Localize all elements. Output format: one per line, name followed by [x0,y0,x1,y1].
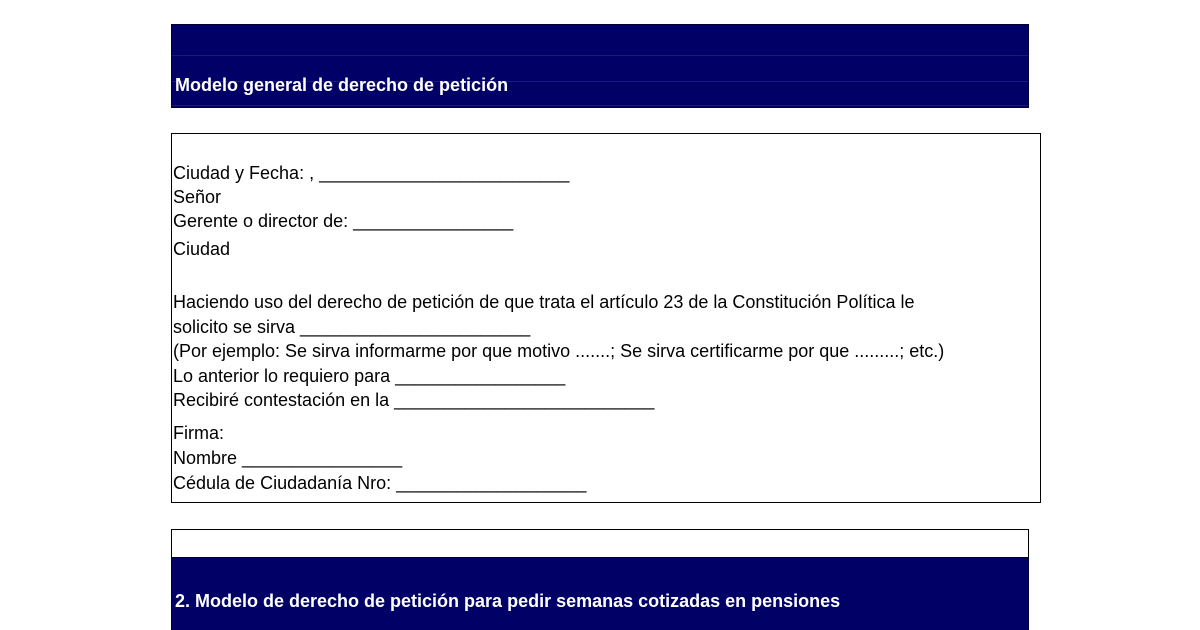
recipient-line: Gerente o director de: ________________ [173,211,514,231]
salutation-line: Señor [173,187,222,207]
section-1-title: Modelo general de derecho de petición [175,75,509,95]
city-line: Ciudad [173,239,231,259]
letter-template-box [171,133,1041,503]
signature-line: Firma: [173,423,224,443]
cell-gridline [172,55,1028,56]
purpose-line: Lo anterior lo requiero para _________________ [173,366,566,386]
empty-cell-row [171,529,1029,558]
request-line: solicito se sirva _______________________ [173,317,531,337]
section-1-header [171,24,1029,108]
section-2-header [171,558,1029,630]
id-number-line: Cédula de Ciudadanía Nro: ___________________ [173,473,587,493]
name-line: Nombre ________________ [173,448,403,468]
response-address-line: Recibiré contestación en la __________________________ [173,390,655,410]
example-line: (Por ejemplo: Se sirva informarme por que motivo .......; Se sirva certificarme por que .........; etc.) [173,341,945,361]
petition-intro-line: Haciendo uso del derecho de petición de que trata el artículo 23 de la Constitución Política le [173,292,915,312]
section-2-title: 2. Modelo de derecho de petición para pedir semanas cotizadas en pensiones [175,591,841,611]
city-date-line: Ciudad y Fecha: , _________________________ [173,163,570,183]
cell-gridline [172,105,1028,106]
